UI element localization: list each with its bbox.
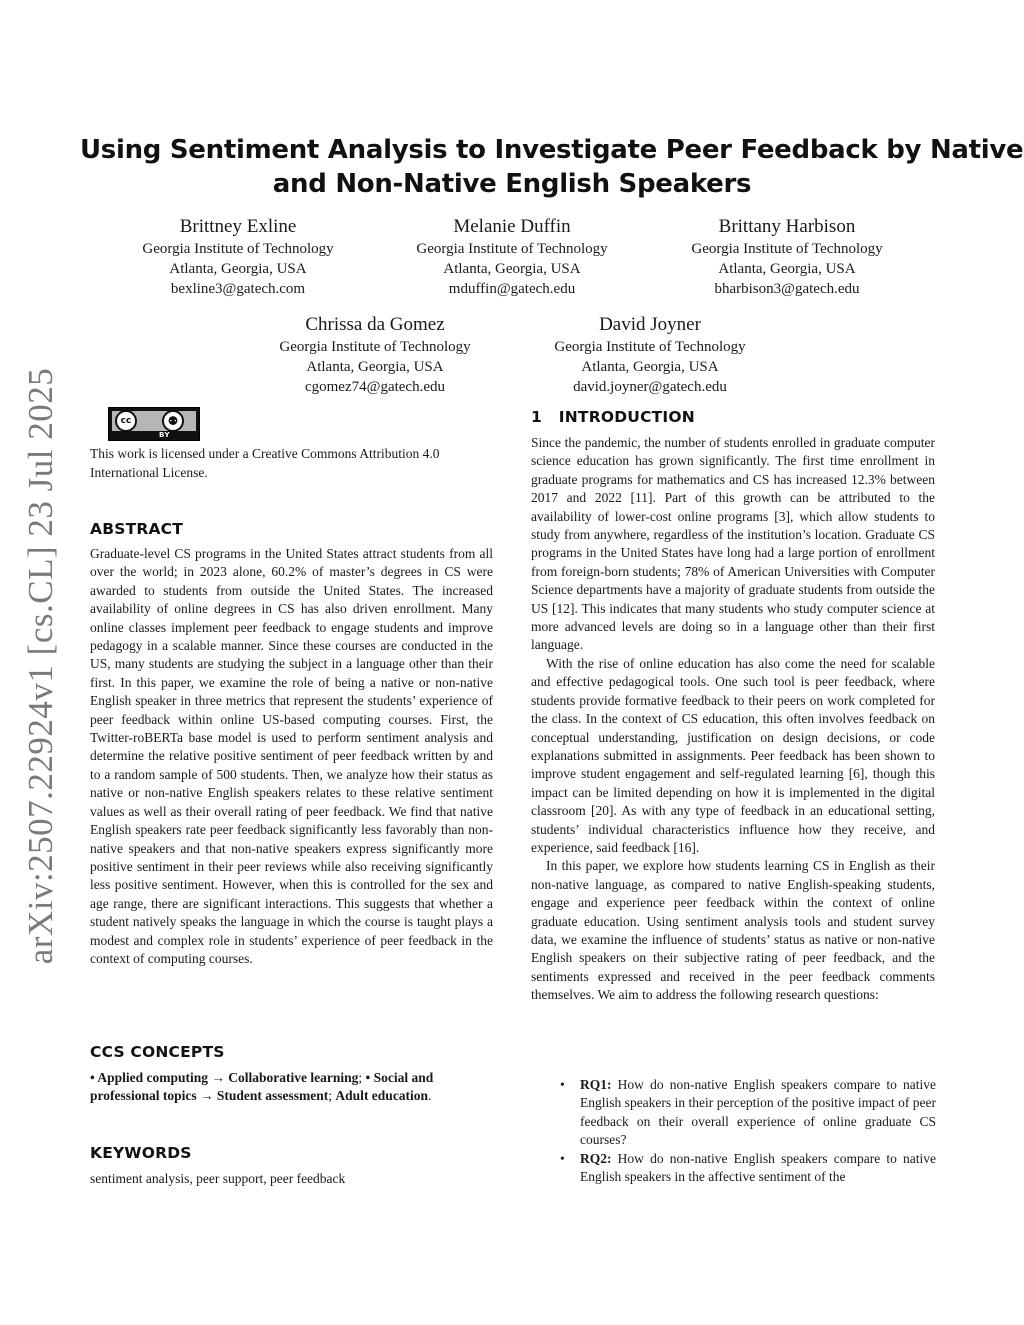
ccs-heading: CCS CONCEPTS	[90, 1043, 225, 1061]
author-email: cgomez74@gatech.edu	[304, 379, 445, 395]
author-location: Atlanta, Georgia, USA	[443, 261, 581, 277]
author-email: david.joyner@gatech.edu	[573, 379, 727, 395]
author-affiliation: Georgia Institute of Technology	[279, 339, 471, 355]
author-block	[637, 215, 937, 299]
attribution-person-icon: ⚉	[162, 410, 184, 432]
intro-paragraph-3: In this paper, we explore how students learning CS in English as their non-native language, as compared to native English-speaking students, engage and experience peer feedback within the context of online graduate education. Using sentiment analysis tools and student survey data, we examine the influence of students’ status as native or non-native English speakers on their subjective rating of peer feedback, and the sentiments expressed and received in the peer feedback comments themselves. We aim to address the following research questions:	[531, 858, 935, 1003]
author-email: mduffin@gatech.edu	[448, 281, 576, 297]
intro-paragraph-1: Since the pandemic, the number of students enrolled in graduate computer science education has grown significantly. The first time enrollment in graduate programs for mathematics and CS has increased 12.3% between 2017 and 2022 [11]. Part of this growth can be attributed to the availability of lower-cost online programs [3], which allow students to study from anywhere, regardless of the institution’s location. Graduate CS programs in the United States have long had a large portion of enrollment from foreign-born students; 78% of American Universities with Computer Science departments have a majority of graduate students from outside the US [12]. This indicates that many students who study computer science at more advanced levels are doing so in a language other than their first language.	[531, 435, 935, 653]
license-statement: This work is licensed under a Creative Commons Attribution 4.0 International License.	[90, 446, 440, 480]
abstract-body	[90, 545, 493, 968]
rq-label: RQ2:	[580, 1150, 612, 1166]
title-line-2: and Non-Native English Speakers	[272, 169, 752, 199]
author-name: Chrissa da Gomez	[305, 314, 445, 335]
title-line-1: Using Sentiment Analysis to Investigate Peer Feedback by Native	[80, 135, 1024, 165]
intro-title: INTRODUCTION	[558, 408, 695, 426]
author-name: David Joyner	[599, 314, 701, 335]
ccs-concepts	[90, 1069, 493, 1106]
abstract-text: Graduate-level CS programs in the United States attract students from all over the world; in 2023 alone, 60.2% of master’s degrees in CS were awarded to students from outside the United States. The increased availability of online degrees in CS has also driven enrollment. Many online classes implement peer feedback to engage students and improve pedagogy in a scalable manner. Since these courses are conducted in the US, many students are studying the subject in a language other than their first. In this paper, we examine the role of being a native or non-native English speaker in three metrics that represent the students’ experience of peer feedback within online US-based computing courses. First, the Twitter-roBERTa base model is used to perform sentiment analysis and determine the relative positive sentiment of peer feedback written by and to a random sample of 500 students. Then, we analyze how their status as native or non-native English speakers relates to these relative sentiment values as well as their overall rating of peer feedback. We find that native English speakers rate peer feedback significantly less favorably than non-native speakers and that non-native speakers express significantly more positive sentiment in their peer reviews while also receiving significantly less positive sentiment. However, when this is controlled for the sex and age range, there are significant interactions. This suggests that whether a student natively speaks the language in which the course is taught plays a modest and complex role in students’ experience of peer feedback in the context of computing courses.	[90, 546, 493, 966]
author-block	[362, 215, 662, 299]
rq-text: How do non-native English speakers compare to native English speakers in the affective sentiment of the	[580, 1150, 937, 1185]
ccs-concept-2: Collaborative learning	[228, 1070, 359, 1085]
keywords-heading: KEYWORDS	[90, 1144, 192, 1162]
author-name: Brittney Exline	[179, 216, 297, 237]
intro-body	[531, 434, 935, 1005]
intro-paragraph-2: With the rise of online education has also come the need for scalable and effective pedagogical tools. One such tool is peer feedback, where students provide formative feedback to their peers on work completed for the class. In the context of CS education, this often involves feedback on conceptual understanding, justification on design decisions, or code explanations submitted in assignments. Peer feedback has been shown to improve student engagement and self-regulated learning [6], though this impact can be limited depending on how it is implemented in the digital classroom [20]. As with any type of feedback in an educational setting, students’ individual characteristics influence how they receive, and experience, said feedback [16].	[531, 655, 935, 855]
author-location: Atlanta, Georgia, USA	[306, 359, 444, 375]
ccs-concept-4: Student assessment	[216, 1088, 329, 1104]
author-name: Brittany Harbison	[718, 216, 856, 237]
author-email: bharbison3@gatech.edu	[714, 281, 860, 297]
ccs-end: .	[428, 1088, 432, 1104]
author-name: Melanie Duffin	[453, 216, 571, 237]
ccs-separator: ;	[328, 1088, 336, 1104]
paper-title	[80, 133, 1024, 201]
ccs-separator: ;	[358, 1070, 366, 1085]
rq-bullet: •	[560, 1077, 565, 1092]
arxiv-stamp-text: arXiv:2507.22924v1 [cs.CL] 23 Jul 2025	[21, 367, 60, 964]
intro-number: 1	[531, 408, 542, 426]
author-affiliation: Georgia Institute of Technology	[554, 339, 746, 355]
creative-commons-icon: cc	[115, 410, 137, 432]
ccs-concept-5: Adult education	[335, 1088, 429, 1104]
author-affiliation: Georgia Institute of Technology	[142, 241, 334, 257]
ccs-arrow: →	[211, 1070, 225, 1085]
ccs-concept-1: • Applied computing	[90, 1070, 209, 1085]
author-affiliation: Georgia Institute of Technology	[416, 241, 608, 257]
cc-by-label: BY	[159, 431, 171, 439]
ccs-arrow: →	[200, 1088, 214, 1104]
research-questions-list	[552, 1076, 936, 1186]
arxiv-stamp	[18, 367, 64, 964]
rq-bullet: •	[560, 1150, 565, 1166]
cc-by-badge[interactable]	[108, 407, 200, 441]
author-affiliation: Georgia Institute of Technology	[691, 241, 883, 257]
research-question	[552, 1076, 936, 1150]
author-location: Atlanta, Georgia, USA	[581, 359, 719, 375]
ccs-concept-3: • Social and professional topics	[90, 1070, 434, 1104]
author-email: bexline3@gatech.com	[170, 281, 306, 297]
author-location: Atlanta, Georgia, USA	[718, 261, 856, 277]
author-location: Atlanta, Georgia, USA	[169, 261, 307, 277]
author-block	[88, 215, 388, 299]
author-block	[225, 313, 525, 397]
keywords-text: sentiment analysis, peer support, peer feedback	[90, 1171, 346, 1186]
rq-label: RQ1:	[580, 1077, 612, 1092]
research-question	[552, 1150, 936, 1187]
abstract-heading: ABSTRACT	[90, 520, 184, 538]
intro-heading	[531, 408, 695, 426]
author-block	[500, 313, 800, 397]
rq-text: How do non-native English speakers compare to native English speakers in their perception of the positive impact of peer feedback on their overall experience of online graduate CS courses?	[580, 1077, 937, 1148]
